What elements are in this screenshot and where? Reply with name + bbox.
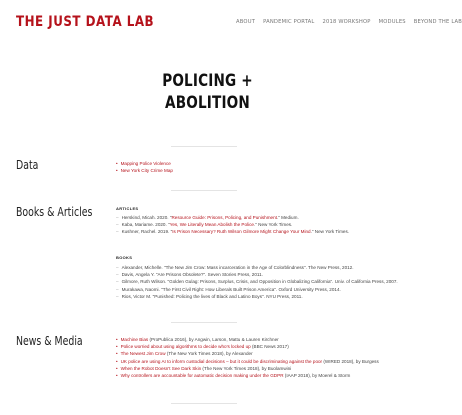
books-label: BOOKS	[116, 255, 133, 260]
divider	[171, 403, 237, 404]
news-list	[116, 336, 379, 379]
list-item: • UK police are using AI to inform custodial decisions – but it could be discriminating against the poor (WIRED 2018), by Burgess	[116, 358, 379, 365]
nav-2018-workshop[interactable]: 2018 WORKSHOP	[322, 19, 371, 25]
news-link[interactable]: When the Robot Doesn't See Dark Skin	[120, 365, 202, 371]
data-list	[116, 160, 173, 174]
site-title[interactable]: THE JUST DATA LAB	[16, 14, 155, 30]
list-item: • Why controllers are accountable for automatic decision making under the GDPR (IAAP 2018), by Moerel & Storm	[116, 372, 379, 379]
list-item: – Gilmore, Ruth Wilson. "Golden Gulag: Prisons, Surplus, Crisis, and Opposition in Globalizing California". Univ. of California Press, 2007.	[116, 278, 398, 285]
articles-label: ARTICLES	[116, 206, 139, 211]
section-title-news-media: News & Media	[16, 334, 83, 348]
list-item: – Kushner, Rachel. 2019. "Is Prison Necessary? Ruth Wilson Gilmore Might Change Your Mind." New York Times.	[116, 228, 349, 235]
article-link[interactable]: Resource Guide: Prisons, Policing, and Punishment	[171, 215, 277, 220]
nav-pandemic-portal[interactable]: PANDEMIC PORTAL	[263, 19, 315, 25]
section-title-books-articles: Books & Articles	[16, 205, 93, 219]
article-link[interactable]: Is Prison Necessary? Ruth Wilson Gilmore Might Change Your Mind	[172, 229, 311, 235]
list-item: • Police worried about using algorithms to decide who's locked up (BBC News 2017)	[116, 343, 379, 350]
list-item: • When the Robot Doesn't See Dark Skin (The New York Times 2018), by Buolamwini	[116, 365, 379, 372]
news-link[interactable]: UK police are using AI to inform custodial decisions – but it could be discriminating against the poor	[120, 358, 323, 364]
list-item: • Machine Bias (ProPublica 2016), by Angwin, Larson, Mattu & Lauren Kirchner	[116, 336, 379, 343]
list-item: – Alexander, Michelle. "The New Jim Crow: Mass incarceration in the Age of Colorblindness". The New Press, 2012.	[116, 264, 398, 271]
data-link[interactable]: Mapping Police Violence	[120, 161, 171, 166]
nav-about[interactable]: ABOUT	[236, 19, 256, 25]
list-item[interactable]	[116, 167, 173, 174]
books-list	[116, 264, 398, 300]
list-item: – Rios, Victor M. "Punished: Policing the lives of Black and Latino Boys". NYU Press, 2011.	[116, 293, 398, 300]
divider	[171, 322, 237, 323]
page-title	[0, 70, 415, 114]
section-title-data: Data	[16, 158, 39, 172]
list-item[interactable]	[116, 160, 173, 167]
list-item: – Davis, Angela Y. "Are Prisons Obsolete?". Seven Stories Press, 2011.	[116, 271, 398, 278]
news-link[interactable]: Machine Bias	[120, 337, 149, 342]
list-item: – Murakawa, Naomi. "The First Civil Right: How Liberals Built Prison America". Oxford University Press, 2014.	[116, 286, 398, 293]
news-link[interactable]: The Newest Jim Crow	[120, 351, 166, 357]
data-link[interactable]: New York City Crime Map	[120, 168, 173, 174]
news-link[interactable]: Why controllers are accountable for automatic decision making under the GDPR	[120, 373, 284, 379]
nav-beyond-the-lab[interactable]: BEYOND THE LAB	[413, 19, 462, 25]
page-title-line-1: POLICING +	[162, 71, 253, 91]
nav-modules[interactable]: MODULES	[378, 19, 406, 25]
divider	[171, 190, 237, 191]
list-item: – Kaba, Mariame. 2020. "Yes, We Literally Mean Abolish the Police." New York Times.	[116, 221, 349, 228]
page-title-line-2: ABOLITION	[165, 93, 250, 113]
articles-list	[116, 214, 349, 236]
article-link[interactable]: Yes, We Literally Mean Abolish the Police	[169, 222, 254, 228]
divider	[171, 146, 237, 147]
main-nav	[236, 19, 462, 25]
list-item: – Herskind, Micah. 2020. "Resource Guide: Prisons, Policing, and Punishment." Medium.	[116, 214, 349, 221]
list-item: • The Newest Jim Crow (The New York Times 2018), by Alexander	[116, 350, 379, 357]
news-link[interactable]: Police worried about using algorithms to decide who's locked up	[120, 344, 251, 350]
